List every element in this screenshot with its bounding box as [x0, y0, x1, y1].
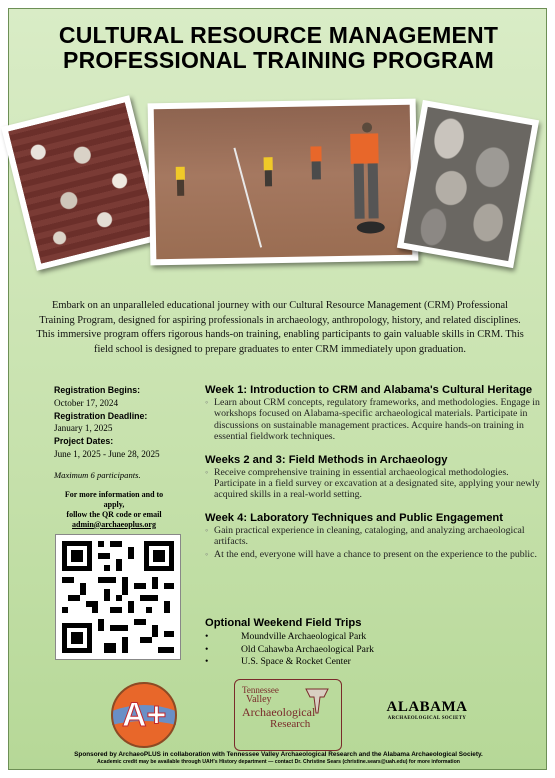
page-title-line1: CULTURAL RESOURCE MANAGEMENT	[58, 22, 499, 48]
project-dates-value: June 1, 2025 - June 28, 2025	[54, 448, 160, 459]
week1-bullet: ◦ Learn about CRM concepts, regulatory frameworks, and methodologies. Engage in workshops focused on Alabama-specific archaeological materials. Participate in discussions on sustainable management practices. Acquire hands-on training in essential fieldwork techniques.	[205, 397, 540, 443]
info-email-link[interactable]: admin@archaeoplus.org	[72, 519, 156, 529]
trip-item-label: U.S. Space & Rocket Center	[241, 656, 351, 668]
reg-deadline-value: January 1, 2025	[54, 423, 113, 434]
info-text	[54, 490, 174, 530]
a-plus-text: A+	[122, 696, 167, 734]
tvar-logo	[234, 679, 344, 754]
week1-block	[205, 383, 540, 443]
intro-paragraph: Embark on an unparalleled educational journey with our Cultural Resource Management (CRM) Professional Training Program, designed for aspiring professionals in archaeology, anthropology, history, and related disciplines. This immersive program offers rigorous hands-on training, enabling participants to gain valuable skills in CRM. This field school is designed to prepare graduates to enter CRM immediately upon graduation.	[36, 300, 524, 355]
alabama-society-logo	[377, 699, 477, 721]
tvar-line4: Research	[270, 718, 311, 730]
week2-bullet: ◦ Receive comprehensive training in essential archaeological methodologies. Participate in a field survey or excavation at a designated site, applying your newly acquired skills in a real-world setting.	[205, 467, 540, 501]
page-title-line2: PROFESSIONAL TRAINING PROGRAM	[63, 47, 494, 73]
reg-begins-label: Registration Begins:	[54, 385, 141, 395]
reg-begins-value: October 17, 2024	[54, 397, 119, 408]
field-trips-heading: Optional Weekend Field Trips	[205, 617, 362, 629]
max-participants: Maximum 6 participants.	[54, 469, 141, 480]
weeks-section	[205, 383, 540, 570]
field-survey-photo	[148, 99, 419, 266]
week4-heading: Week 4: Laboratory Techniques and Public Engagement	[205, 511, 503, 524]
tvar-line1: Tennessee	[242, 685, 279, 695]
week2-block	[205, 453, 540, 501]
trip-item-label: Old Cahawba Archaeological Park	[241, 643, 374, 655]
info-line2: follow the QR code or email	[66, 509, 162, 519]
tvar-line2: Valley	[246, 694, 272, 705]
week1-heading: Week 1: Introduction to CRM and Alabama's Cultural Heritage	[205, 384, 533, 396]
footer-credit: Academic credit may be available through UAH's History department — contact Dr. Christine Sears (christine.sears@uah.edu) for more information	[97, 759, 460, 765]
week2-heading: Weeks 2 and 3: Field Methods in Archaeology	[205, 453, 448, 466]
trip-item	[205, 656, 374, 669]
qr-code-icon	[56, 535, 180, 659]
artifacts-photo	[1, 95, 165, 271]
poster	[8, 8, 547, 770]
field-trips-section	[205, 617, 374, 669]
week4-block	[205, 511, 540, 560]
info-line1: For more information and to apply,	[64, 489, 164, 509]
tvar-line3: Archaeological	[242, 705, 316, 719]
project-dates-label: Project Dates:	[54, 436, 114, 447]
trip-item	[205, 631, 374, 644]
reg-deadline-label: Registration Deadline:	[54, 410, 148, 421]
alabama-text: ALABAMA	[386, 699, 468, 715]
footer-sponsor: Sponsored by ArchaeoPLUS in collaboration with Tennessee Valley Archaeological Research and the Alabama Archaeological Society.	[74, 751, 483, 758]
footer	[9, 751, 548, 766]
archaeoplus-logo	[108, 681, 183, 749]
week4-bullet-1: ◦ Gain practical experience in cleaning, cataloging, and analyzing archaeological artifacts.	[205, 525, 540, 548]
stones-photo	[397, 100, 539, 268]
week4-bullet-2: ◦ At the end, everyone will have a chance to present on the experience to the public.	[205, 549, 540, 560]
trip-item-label: Moundville Archaeological Park	[241, 631, 367, 642]
point-artifact-icon	[300, 685, 334, 715]
society-text: ARCHAEOLOGICAL SOCIETY	[387, 716, 467, 721]
registration-panel	[54, 384, 194, 530]
qr-code[interactable]	[55, 534, 181, 660]
trip-item	[205, 644, 374, 657]
